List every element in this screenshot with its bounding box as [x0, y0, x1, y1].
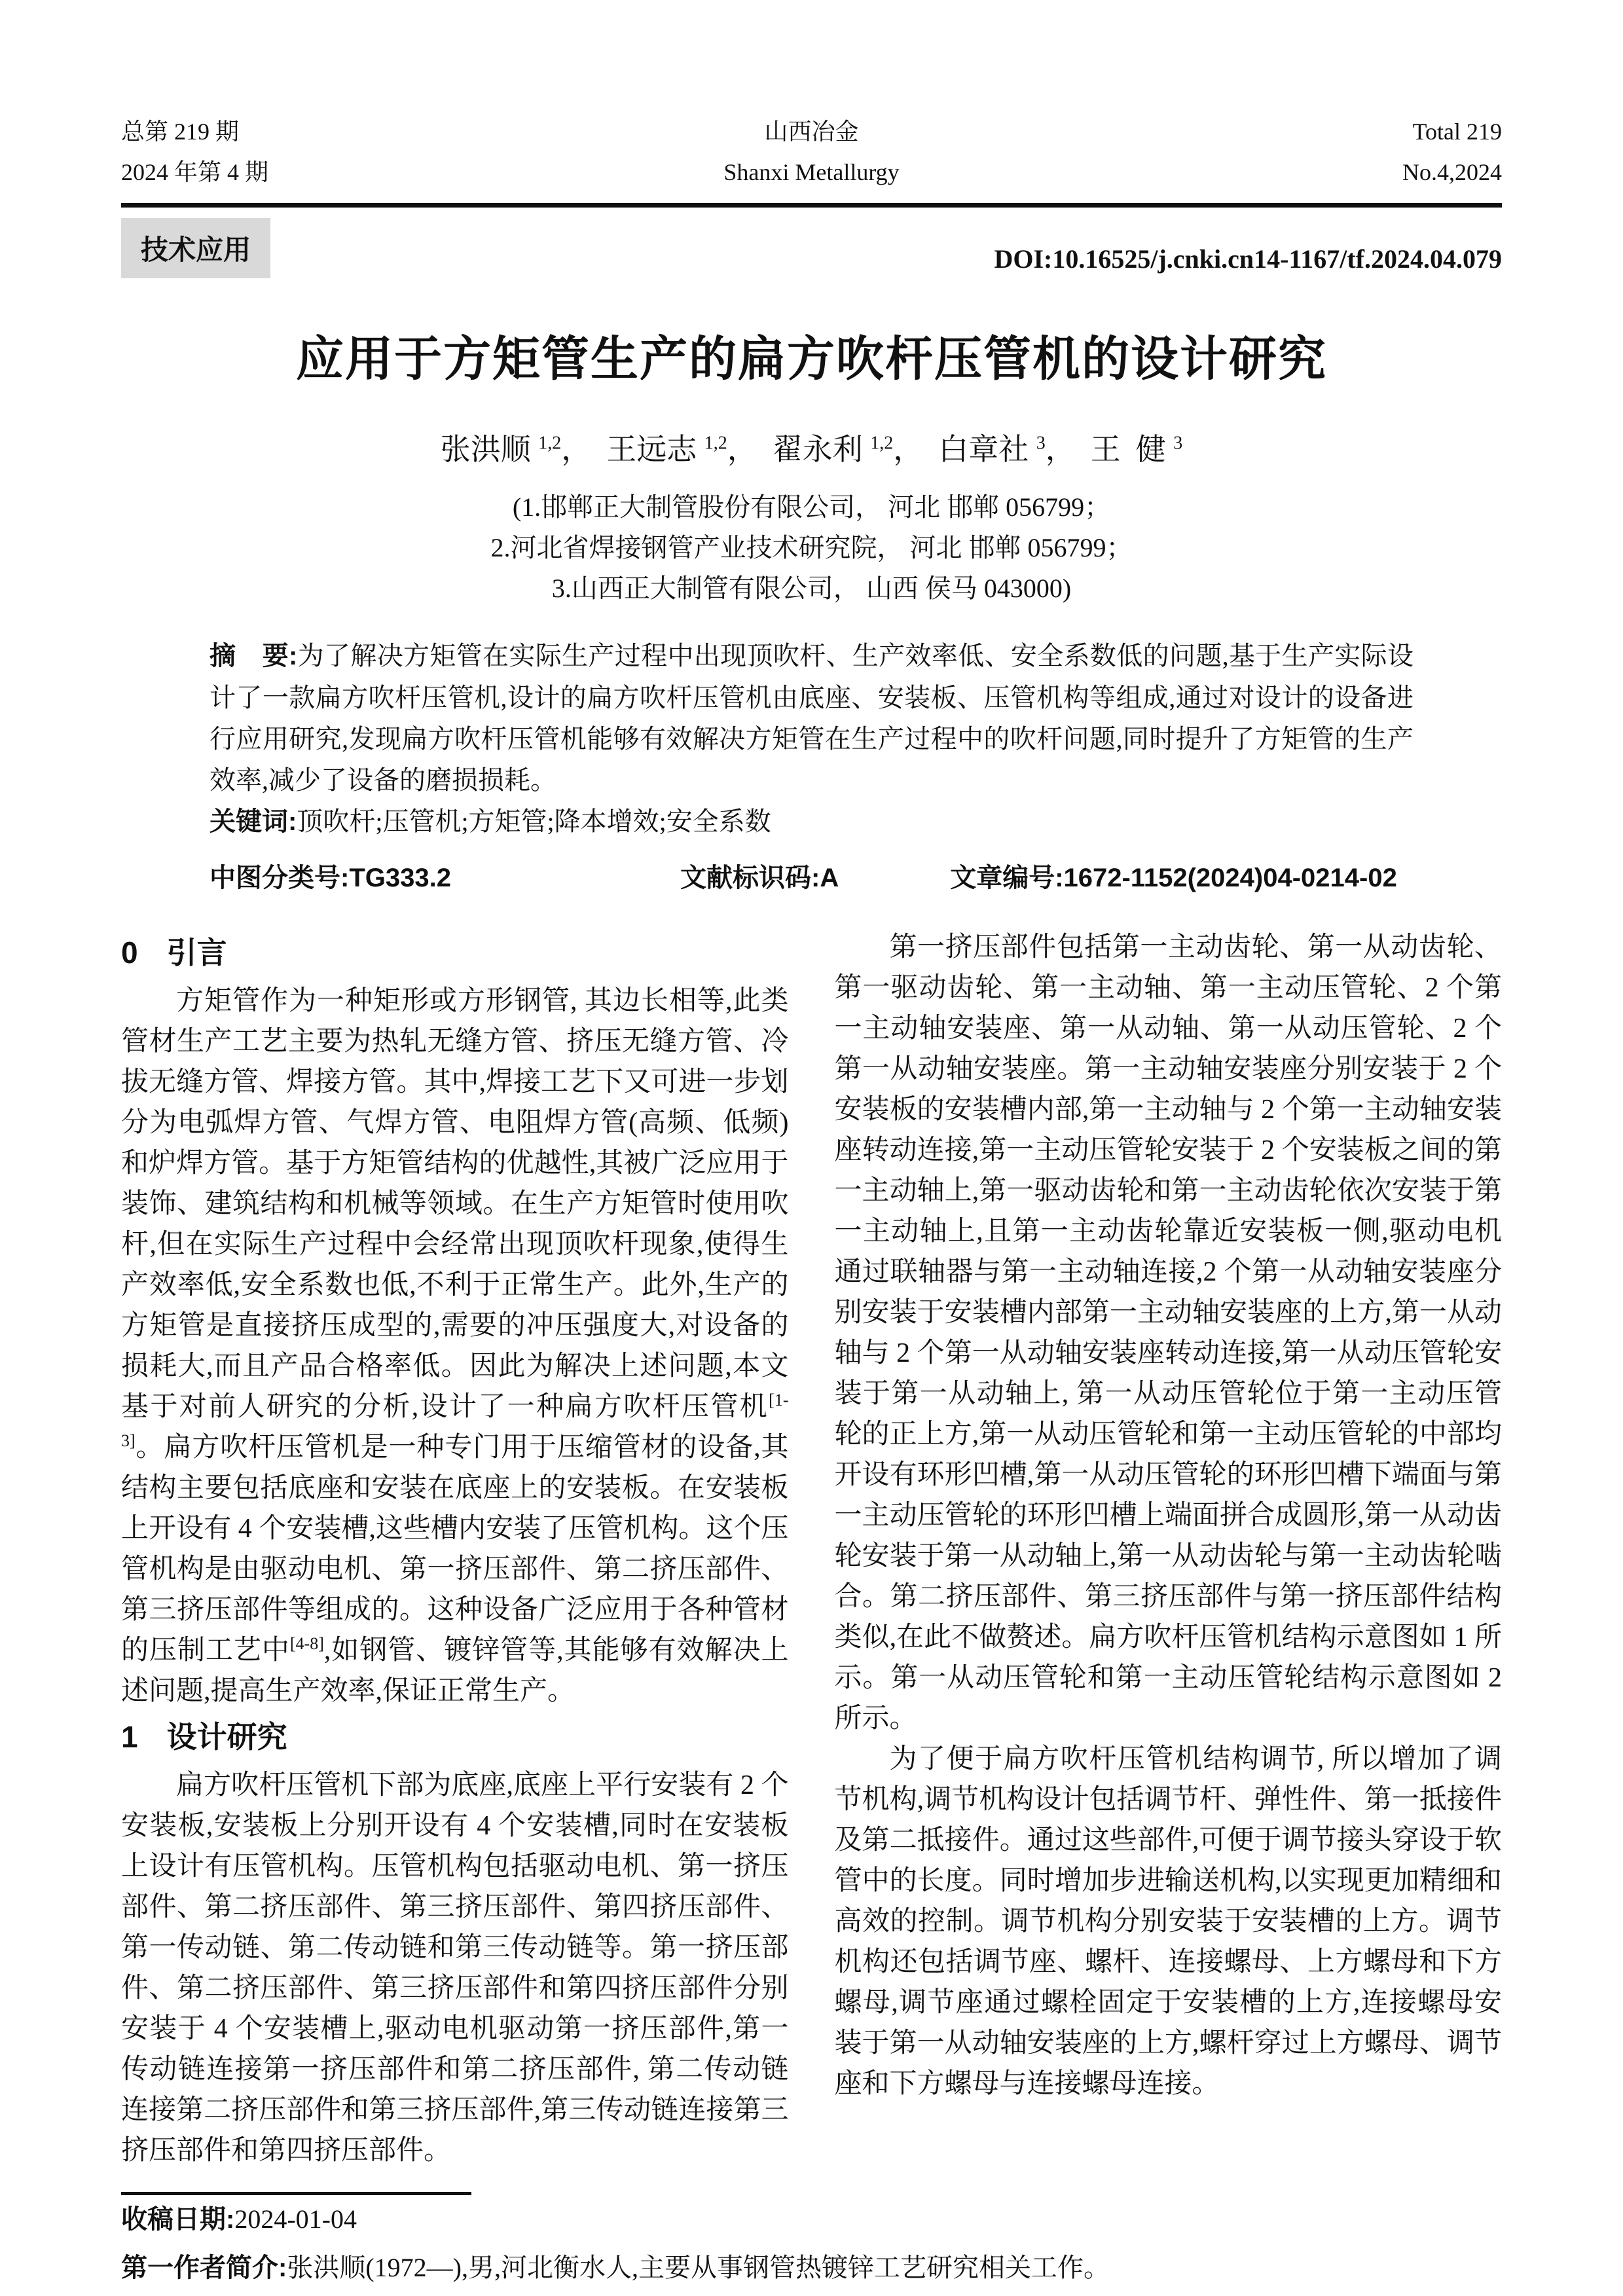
right-paragraph-2: 为了便于扁方吹杆压管机结构调节, 所以增加了调节机构,调节机构设计包括调节杆、弹性件、第一抵接件及第二抵接件。通过这些部件,可便于调节接头穿设于软管中的长度。同时增加步进输送机构,以实现更加精细和高效的控制。调节机构分别安装于安装槽的上方。调节机构还包括调节座、螺杆、连接螺母、上方螺母和下方螺母,调节座通过螺栓固定于安装槽的上方,连接螺母安装于第一从动轴安装座的上方,螺杆穿过上方螺母、调节座和下方螺母与连接螺母连接。 [834, 1744, 1502, 2099]
abstract-block [210, 635, 1413, 801]
section-number: 0 [121, 936, 138, 970]
text-run: ， 王远志 [561, 433, 704, 466]
section-heading-intro [121, 932, 789, 973]
received-date-label: 收稿日期: [121, 2205, 235, 2234]
body-columns [121, 927, 1502, 2171]
badge-doi-row [121, 218, 1502, 278]
text-run: ， 翟永利 [727, 433, 871, 466]
doi-text: DOI:10.16525/j.cnki.cn14-1167/tf.2024.04.079 [994, 244, 1502, 274]
issue-total-en: Total 219 [1412, 118, 1502, 145]
section-title: 引言 [166, 936, 227, 970]
text-run: ,如钢管、镀锌管等,其能够有效解决上述问题,提高生产效率,保证正常生产。 [121, 1635, 789, 1706]
section-number: 1 [121, 1720, 138, 1754]
category-badge: 技术应用 [121, 218, 270, 278]
footnote-block [121, 2192, 1502, 2292]
text-run: 方矩管作为一种矩形或方形钢管, 其边长相等,此类管材生产工艺主要为热轧无缝方管、挤压无缝方管、冷拔无缝方管、焊接方管。其中,焊接工艺下又可进一步划分为电弧焊方管、气焊方管、电阻焊方管(高频、低频)和炉焊方管。基于方矩管结构的优越性,其被广泛应用于装饰、建筑结构和机械等领域。在生产方矩管时使用吹杆,但在实际生产过程中会经常出现顶吹杆现象,使得生产效率低,安全系数也低,不利于正常生产。此外,生产的方矩管是直接挤压成型的,需要的冲压强度大,对设备的损耗大,而且产品合格率低。因此为解决上述问题,本文基于对前人研究的分析,设计了一种扁方吹杆压管机 [121, 986, 789, 1422]
journal-name-en: Shanxi Metallurgy [723, 159, 900, 185]
design-paragraph: 扁方吹杆压管机下部为底座,底座上平行安装有 2 个安装板,安装板上分别开设有 4 个安装槽,同时在安装板上设计有压管机构。压管机构包括驱动电机、第一挤压部件、第二挤压部件、第三挤压部件、第四挤压部件、第一传动链、第二传动链和第三传动链等。第一挤压部件、第二挤压部件、第三挤压部件和第四挤压部件分别安装于 4 个安装槽上,驱动电机驱动第一挤压部件,第一传动链连接第一挤压部件和第二挤压部件, 第二传动链连接第二挤压部件和第三挤压部件,第三传动链连接第三挤压部件和第四挤压部件。 [121, 1770, 789, 2166]
issue-current-en: No.4,2024 [1402, 159, 1502, 185]
affiliation-line-2: 2.河北省焊接钢管产业技术研究院， 河北 邯郸 056799； [490, 533, 1133, 562]
abstract-label: 摘 要: [210, 642, 298, 670]
text-run: 张洪顺 [440, 433, 539, 466]
intro-paragraph [121, 981, 789, 1711]
issue-total-cn: 总第 219 期 [121, 118, 240, 145]
clc-number [210, 857, 451, 894]
article-id-label: 文章编号: [950, 864, 1064, 892]
keywords-block [210, 801, 1413, 843]
header-divider-rule [121, 203, 1502, 208]
received-date-line [121, 2195, 1502, 2244]
keywords-text: 顶吹杆;压管机;方矩管;降本增效;安全系数 [297, 807, 771, 836]
document-code [680, 857, 839, 894]
text-run: 。扁方吹杆压管机是一种专门用于压缩管材的设备,其结构主要包括底座和安装在底座上的安装板。在安装板上开设有 4 个安装槽,这些槽内安装了压管机构。这个压管机构是由驱动电机、第一挤压部件、第二挤压部件、第三挤压部件等组成的。这种设备广泛应用于各种管材的压制工艺中 [121, 1432, 789, 1666]
document-code-value: A [820, 864, 839, 892]
affiliation-line-1: (1.邯郸正大制管股份有限公司， 河北 邯郸 056799； [512, 492, 1111, 522]
issue-current-cn: 2024 年第 4 期 [121, 159, 269, 185]
superscript-text: 3 [1173, 433, 1183, 454]
right-column [835, 927, 1503, 2171]
superscript-text: [1-3] [121, 1391, 789, 1450]
article-meta-row [210, 857, 1413, 894]
authors-line [121, 426, 1502, 469]
article-id [950, 857, 1397, 894]
journal-name-cn: 山西冶金 [764, 118, 859, 145]
affiliation-line-3: 3.山西正大制管有限公司， 山西 侯马 043000) [551, 574, 1072, 603]
first-author-bio-value: 张洪顺(1972—),男,河北衡水人,主要从事钢管热镀锌工艺研究相关工作。 [287, 2253, 1110, 2282]
text-run: ， 白章社 [893, 433, 1036, 466]
affiliations-block [121, 487, 1502, 609]
article-id-value: 1672-1152(2024)04-0214-02 [1063, 864, 1397, 892]
section-title: 设计研究 [166, 1720, 287, 1754]
left-column [121, 927, 789, 2171]
abstract-text: 为了解决方矩管在实际生产过程中出现顶吹杆、生产效率低、安全系数低的问题,基于生产实际设计了一款扁方吹杆压管机,设计的扁方吹杆压管机由底座、安装板、压管机构等组成,通过对设计的设备进行应用研究,发现扁方吹杆压管机能够有效解决方矩管在生产过程中的吹杆问题,同时提升了方矩管的生产效率,减少了设备的磨损损耗。 [210, 641, 1413, 795]
document-code-label: 文献标识码: [680, 864, 820, 892]
superscript-text: 1,2 [870, 433, 894, 454]
superscript-text: 1,2 [704, 433, 727, 454]
received-date-value: 2024-01-04 [234, 2204, 357, 2234]
clc-label: 中图分类号: [210, 864, 350, 892]
clc-value: TG333.2 [349, 864, 451, 892]
article-title: 应用于方矩管生产的扁方吹杆压管机的设计研究 [296, 333, 1327, 386]
right-paragraph-1: 第一挤压部件包括第一主动齿轮、第一从动齿轮、第一驱动齿轮、第一主动轴、第一主动压管轮、2 个第一主动轴安装座、第一从动轴、第一从动压管轮、2 个第一从动轴安装座。第一主动轴安装座分别安装于 2 个安装板的安装槽内部,第一主动轴与 2 个第一主动轴安装座转动连接,第一主动压管轮安装于 2 个安装板之间的第一主动轴上,第一驱动齿轮和第一主动齿轮依次安装于第一主动轴上,且第一主动齿轮靠近安装板一侧,驱动电机通过联轴器与第一主动轴连接,2 个第一从动轴安装座分别安装于安装槽内部第一主动轴安装座的上方,第一从动轴与 2 个第一从动轴安装座转动连接,第一从动压管轮安装于第一从动轴上, 第一从动压管轮位于第一主动压管轮的正上方,第一从动压管轮和第一主动压管轮的中部均开设有环形凹槽,第一从动压管轮的环形凹槽下端面与第一主动压管轮的环形凹槽上端面拼合成圆形,第一从动齿轮安装于第一从动轴上,第一从动齿轮与第一主动齿轮啮合。第二挤压部件、第三挤压部件与第一挤压部件结构类似,在此不做赘述。扁方吹杆压管机结构示意图如 1 所示。第一从动压管轮和第一主动压管轮结构示意图如 2 所示。 [834, 932, 1502, 1734]
keywords-label: 关键词: [210, 807, 297, 836]
superscript-text: 3 [1036, 433, 1046, 454]
section-heading-design [121, 1717, 789, 1757]
first-author-bio-line [121, 2244, 1502, 2292]
superscript-text: [4-8] [289, 1634, 324, 1653]
superscript-text: 1,2 [538, 433, 562, 454]
first-author-bio-label: 第一作者简介: [121, 2253, 287, 2282]
text-run: ， 王 健 [1045, 433, 1174, 466]
journal-header [121, 0, 1502, 192]
